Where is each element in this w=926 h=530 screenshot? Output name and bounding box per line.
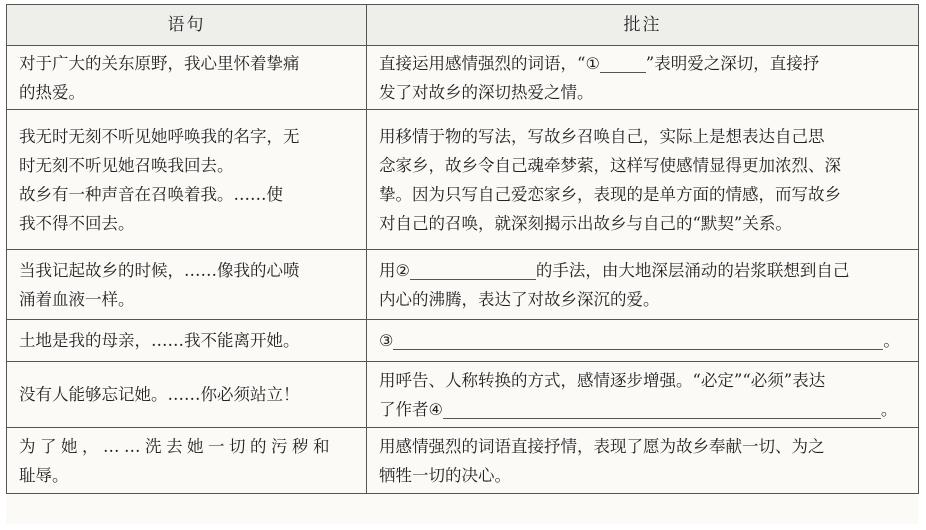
blank-number-4: ④ <box>428 399 443 419</box>
annotation-line: 内心的沸腾，表达了对故乡深沉的爱。 <box>379 289 660 309</box>
sentence-cell <box>7 110 367 250</box>
annotation-line <box>379 395 906 424</box>
table-row <box>7 320 919 362</box>
sentence-line: 耻辱。 <box>19 465 69 485</box>
fill-in-blank-1[interactable] <box>600 52 646 73</box>
annotation-cell <box>367 110 919 250</box>
annotation-text: 直接运用感情强烈的词语，“ <box>379 53 586 73</box>
annotation-text: 。 <box>880 399 898 419</box>
annotation-line: 对自己的召唤，就深刻揭示出故乡与自己的“默契”关系。 <box>379 213 792 233</box>
annotation-cell <box>367 362 919 428</box>
annotation-text: 的手法，由大地深层涌动的岩浆联想到自己 <box>535 260 850 280</box>
sentence-cell <box>7 428 367 494</box>
sentence-line: 我无时无刻不听见她呼唤我的名字，无 <box>19 126 300 146</box>
table-row <box>7 46 919 110</box>
sentence-line: 没有人能够忘记她。……你必须站立！ <box>19 385 300 404</box>
annotation-cell <box>367 428 919 494</box>
sentence-line: 我不得不回去。 <box>19 213 135 233</box>
blank-number-3: ③ <box>379 331 394 350</box>
sentence-cell <box>7 362 367 428</box>
fill-in-blank-2[interactable] <box>410 259 536 280</box>
annotation-line: 挚。因为只写自己爱恋家乡，表现的是单方面的情感，而写故乡 <box>379 184 841 204</box>
sentence-cell <box>7 46 367 110</box>
annotation-line <box>379 49 906 78</box>
annotation-line: 牺牲一切的决心。 <box>379 465 511 485</box>
table-row <box>7 362 919 428</box>
annotation-line: 用呼告、人称转换的方式，感情逐步增强。“必定”“必须”表达 <box>379 370 826 390</box>
sentence-line: 对于广大的关东原野，我心里怀着挚痛 <box>19 53 300 73</box>
table-row <box>7 110 919 250</box>
annotation-text: 用 <box>379 260 396 280</box>
sentence-line: 的热爱。 <box>19 82 85 102</box>
blank-number-2: ② <box>395 260 410 280</box>
blank-number-1: ① <box>585 53 600 73</box>
sentence-line: 涌着血液一样。 <box>19 289 135 309</box>
sentence-line: 为了她，……洗去她一切的污秽和 <box>19 436 334 456</box>
fill-in-blank-3[interactable] <box>393 329 883 350</box>
table-row <box>7 428 919 494</box>
annotation-text: 。 <box>883 331 900 350</box>
table-row <box>7 250 919 320</box>
annotation-line <box>379 256 906 285</box>
annotation-text: 了作者 <box>379 399 429 419</box>
annotation-line <box>379 326 906 355</box>
header-sentence: 语句 <box>7 5 367 46</box>
annotation-line: 念家乡，故乡令自己魂牵梦萦，这样写使感情显得更加浓烈、深 <box>379 155 841 175</box>
annotation-table <box>6 4 919 494</box>
sentence-line: 故乡有一种声音在召唤着我。……使 <box>19 184 283 204</box>
annotation-cell <box>367 46 919 110</box>
sentence-line: 当我记起故乡的时候，……像我的心喷 <box>19 260 300 280</box>
header-annotation: 批注 <box>367 5 919 46</box>
annotation-text: ”表明爱之深切，直接抒 <box>645 53 820 73</box>
annotation-line: 用移情于物的写法，写故乡召唤自己，实际上是想表达自己思 <box>379 126 825 146</box>
sentence-line: 土地是我的母亲，……我不能离开她。 <box>19 331 300 350</box>
annotation-line: 发了对故乡的深切热爱之情。 <box>379 82 594 102</box>
sentence-cell <box>7 250 367 320</box>
table-header-row <box>7 5 919 46</box>
sentence-cell <box>7 320 367 362</box>
sentence-line: 时无刻不听见她召唤我回去。 <box>19 155 234 175</box>
fill-in-blank-4[interactable] <box>443 398 881 419</box>
annotation-cell <box>367 320 919 362</box>
annotation-table-page <box>6 4 918 524</box>
annotation-line: 用感情强烈的词语直接抒情，表现了愿为故乡奉献一切、为之 <box>379 436 825 456</box>
annotation-cell <box>367 250 919 320</box>
